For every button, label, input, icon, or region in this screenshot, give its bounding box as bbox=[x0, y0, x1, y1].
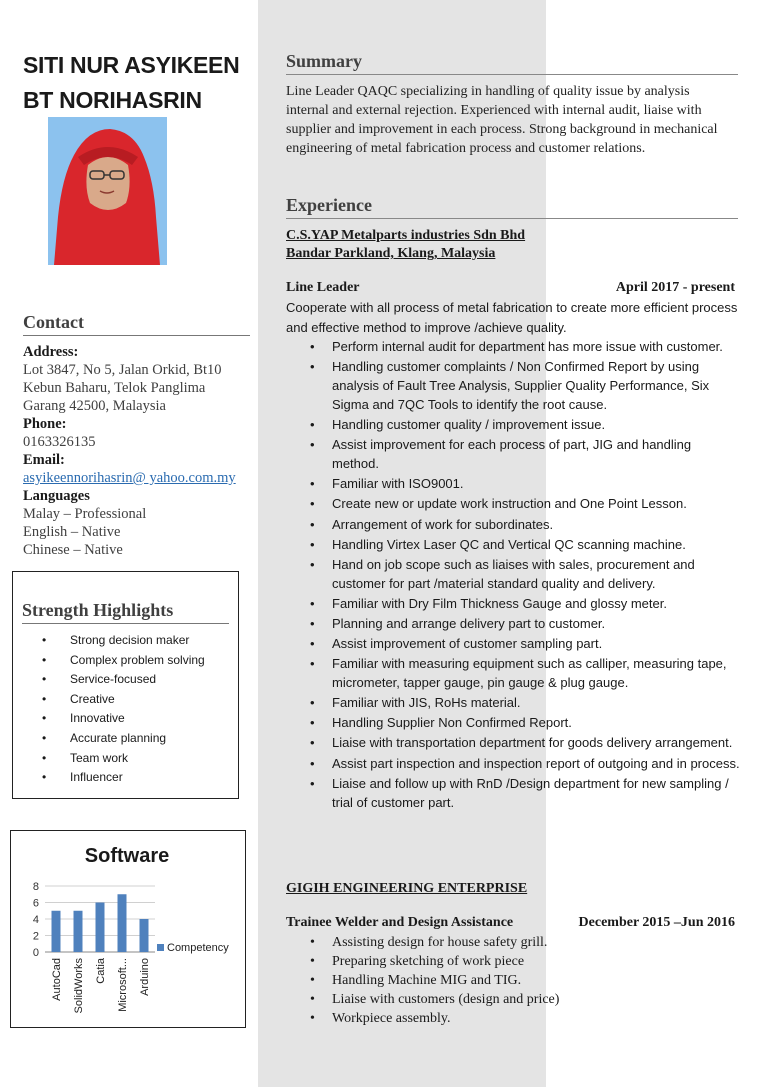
list-item: • Team work bbox=[13, 749, 233, 769]
list-item: • Assist improvement for each process of part, JIG and handling method. bbox=[286, 435, 741, 473]
strength-highlights-box bbox=[12, 571, 239, 799]
contact-heading: Contact bbox=[23, 312, 250, 336]
address-line: Garang 42500, Malaysia bbox=[23, 398, 166, 414]
legend-swatch bbox=[157, 944, 164, 951]
bar bbox=[96, 903, 105, 953]
list-item: • Accurate planning bbox=[13, 729, 233, 749]
list-item: • Assist improvement of customer sampling part. bbox=[286, 634, 741, 653]
list-item: • Familiar with JIS, RoHs material. bbox=[286, 693, 741, 712]
y-tick-label: 2 bbox=[32, 930, 39, 943]
list-item: • Familiar with Dry Film Thickness Gauge and glossy meter. bbox=[286, 594, 741, 613]
bar bbox=[140, 919, 149, 952]
contact-details bbox=[23, 343, 258, 559]
y-tick-label: 8 bbox=[32, 881, 39, 893]
list-item: • Assist part inspection and inspection report of outgoing and in process. bbox=[286, 754, 741, 773]
list-item: • Handling customer complaints / Non Confirmed Report by using analysis of Fault Tree Analysis, Supplier Quality Performance, Six Sigma and 7QC Tools to identify the root cause. bbox=[286, 357, 741, 414]
list-item: • Workpiece assembly. bbox=[286, 1009, 741, 1028]
strength-heading: Strength Highlights bbox=[22, 600, 229, 624]
list-item: • Planning and arrange delivery part to customer. bbox=[286, 614, 741, 633]
company-name: GIGIH ENGINEERING ENTERPRISE bbox=[286, 881, 528, 896]
list-item: • Handling Virtex Laser QC and Vertical QC scanning machine. bbox=[286, 535, 741, 554]
x-tick-label: SolidWorks bbox=[73, 958, 85, 1014]
language-item: Chinese – Native bbox=[23, 542, 123, 558]
list-item: • Hand on job scope such as liaises with sales, procurement and customer for part /material standard quality and delivery. bbox=[286, 555, 741, 593]
address-label: Address: bbox=[23, 344, 79, 360]
list-item: • Complex problem solving bbox=[13, 651, 233, 671]
legend-label: Competency bbox=[167, 942, 229, 954]
bar bbox=[74, 911, 83, 952]
email-link[interactable]: asyikeennorihasrin@ yahoo.com.my bbox=[23, 470, 236, 486]
list-item: • Assisting design for house safety grill. bbox=[286, 933, 741, 952]
software-chart-box bbox=[10, 830, 246, 1028]
experience-heading: Experience bbox=[286, 195, 738, 219]
phone-label: Phone: bbox=[23, 416, 67, 432]
list-item: • Perform internal audit for department has more issue with customer. bbox=[286, 337, 741, 356]
strength-list bbox=[13, 631, 233, 788]
job-title: Line Leader bbox=[286, 280, 360, 295]
summary-text: Line Leader QAQC specializing in handling of quality issue by analysis internal and external rejection. Experienced with internal audit, liaise with supplier and improvement in each process. Strong background in mechanical engineering of metal fabrication process and customer relations. bbox=[286, 84, 718, 156]
company-location: Bandar Parkland, Klang, Malaysia bbox=[286, 246, 496, 261]
list-item: • Familiar with measuring equipment such as calliper, measuring tape, micrometer, tapper gauge, pin gauge & plug gauge. bbox=[286, 654, 741, 692]
list-item: • Preparing sketching of work piece bbox=[286, 952, 741, 971]
list-item: • Familiar with ISO9001. bbox=[286, 474, 741, 493]
list-item: • Handling customer quality / improvement issue. bbox=[286, 415, 741, 434]
languages-label: Languages bbox=[23, 488, 90, 504]
job-intro: Cooperate with all process of metal fabrication to create more efficient process and effective method to improve /achieve quality. bbox=[286, 300, 738, 335]
summary-heading: Summary bbox=[286, 51, 738, 75]
job-title-row bbox=[286, 280, 735, 296]
job-dates: December 2015 –Jun 2016 bbox=[578, 915, 735, 930]
list-item: • Handling Supplier Non Confirmed Report. bbox=[286, 713, 741, 732]
address-line: Lot 3847, No 5, Jalan Orkid, Bt10 bbox=[23, 362, 222, 378]
job-dates: April 2017 - present bbox=[615, 280, 735, 295]
profile-photo bbox=[48, 117, 167, 265]
list-item: • Strong decision maker bbox=[13, 631, 233, 651]
y-tick-label: 0 bbox=[32, 947, 39, 959]
y-tick-label: 4 bbox=[32, 914, 39, 926]
list-item: • Innovative bbox=[13, 709, 233, 729]
list-item: • Influencer bbox=[13, 768, 233, 788]
company-name: C.S.YAP Metalparts industries Sdn Bhd bbox=[286, 228, 526, 243]
address-line: Kebun Baharu, Telok Panglima bbox=[23, 380, 206, 396]
phone-number: 0163326135 bbox=[23, 434, 96, 450]
list-item: • Creative bbox=[13, 690, 233, 710]
list-item: • Service-focused bbox=[13, 670, 233, 690]
bar bbox=[118, 894, 127, 952]
job2-duties bbox=[286, 933, 741, 1028]
job1-duties bbox=[286, 337, 741, 813]
job-title-row bbox=[286, 915, 735, 931]
job-title: Trainee Welder and Design Assistance bbox=[286, 915, 514, 930]
list-item: • Create new or update work instruction and One Point Lesson. bbox=[286, 494, 741, 513]
x-tick-label: Microsoft... bbox=[117, 958, 129, 1012]
list-item: • Liaise and follow up with RnD /Design department for new sampling / trial of customer part. bbox=[286, 774, 741, 812]
software-chart bbox=[11, 831, 245, 1027]
language-item: Malay – Professional bbox=[23, 506, 147, 522]
language-item: English – Native bbox=[23, 524, 121, 540]
list-item: • Liaise with customers (design and price) bbox=[286, 990, 741, 1009]
y-tick-label: 6 bbox=[32, 897, 39, 910]
x-tick-label: Arduino bbox=[139, 958, 151, 996]
list-item: • Handling Machine MIG and TIG. bbox=[286, 971, 741, 990]
candidate-name: SITI NUR ASYIKEEN BT NORIHASRIN bbox=[23, 52, 240, 113]
list-item: • Liaise with transportation department for goods delivery arrangement. bbox=[286, 733, 741, 752]
bar bbox=[52, 911, 61, 952]
list-item: • Arrangement of work for subordinates. bbox=[286, 515, 741, 534]
email-label: Email: bbox=[23, 452, 65, 468]
x-tick-label: AutoCad bbox=[51, 958, 63, 1001]
x-tick-label: Catia bbox=[95, 958, 107, 984]
chart-title: Software bbox=[84, 845, 170, 867]
